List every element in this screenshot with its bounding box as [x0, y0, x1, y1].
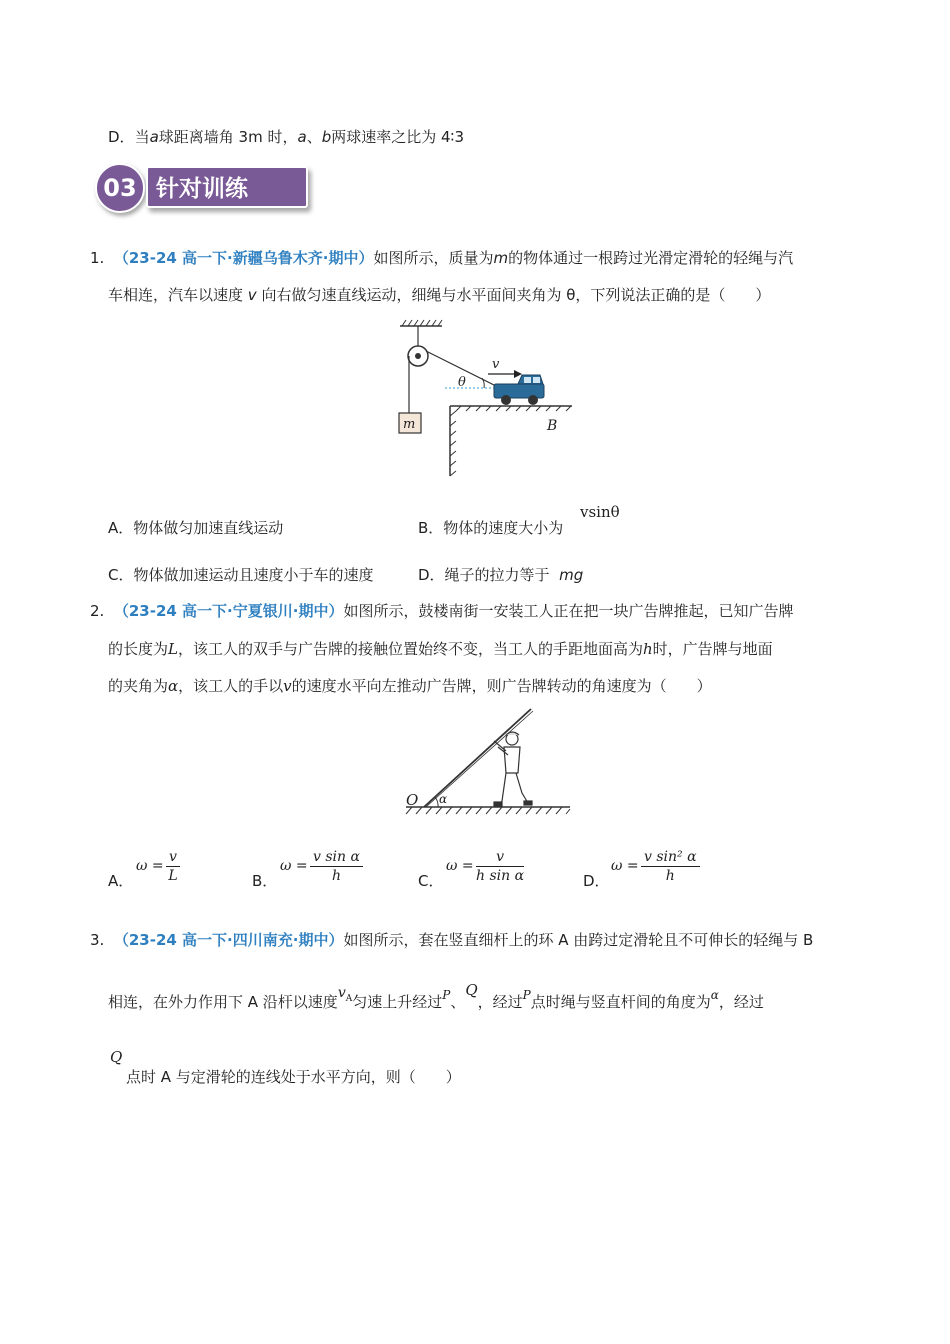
option-d-prev: D．当a球距离墙角 3m 时，a、b两球速率之比为 4∶3: [108, 128, 464, 146]
q1-option-c[interactable]: C．物体做加速运动且速度小于车的速度: [108, 566, 374, 584]
car-icon: [494, 375, 544, 405]
section-title: 针对训练: [146, 166, 308, 208]
q1-option-a[interactable]: A．物体做匀加速直线运动: [108, 519, 284, 537]
q1-option-d[interactable]: D．绳子的拉力等于 mg: [418, 566, 584, 584]
q1-source: （23-24 高一下·新疆乌鲁木齐·期中）: [113, 249, 374, 267]
q1-line2: 车相连，汽车以速度 v 向右做匀速直线运动，细绳与水平面间夹角为 θ，下列说法正确的是（ ）: [108, 286, 771, 304]
q1-option-b[interactable]: B．物体的速度大小为: [418, 519, 564, 537]
point-b-label: B: [547, 418, 558, 434]
section-number-badge: 03: [95, 163, 145, 213]
q3-line1: 3. （23-24 高一下·四川南充·期中）如图所示，套在竖直细杆上的环 A 由跨过定滑轮且不可伸长的轻绳与 B: [90, 931, 814, 949]
q3-line2: 相连，在外力作用下 A 沿杆以速度$v_A$匀速上升经过$^P$、Q，经过$^P$点时绳与竖直杆间的角度为$^\alpha$，经过: [108, 981, 764, 1011]
theta-label: θ: [458, 375, 466, 390]
q1-line1: 1. （23-24 高一下·新疆乌鲁木齐·期中）如图所示，质量为m的物体通过一根跨过光滑定滑轮的轻绳与汽: [90, 249, 794, 267]
q2-line3: 的夹角为α，该工人的手以v的速度水平向左推动广告牌，则广告牌转动的角速度为（ ）: [108, 677, 712, 695]
q2-source: （23-24 高一下·宁夏银川·期中）: [113, 602, 344, 620]
q3-line3: 点时 A 与定滑轮的连线处于水平方向，则（ ）: [126, 1068, 461, 1086]
q2-figure: [398, 705, 573, 820]
q3-source: （23-24 高一下·四川南充·期中）: [113, 931, 344, 949]
q2-line1: 2. （23-24 高一下·宁夏银川·期中）如图所示，鼓楼南街一安装工人正在把一块广告牌推起，已知广告牌: [90, 602, 794, 620]
worker-icon: [494, 732, 532, 806]
point-o-label: O: [406, 791, 419, 809]
mass-label: m: [403, 417, 416, 432]
q1-figure: [390, 318, 580, 480]
velocity-label: v: [492, 357, 500, 372]
q1-option-b-expr: vsinθ: [580, 503, 620, 521]
alpha-label: α: [439, 792, 448, 806]
q2-line2: 的长度为L，该工人的双手与广告牌的接触位置始终不变，当工人的手距地面高为h时，广告牌与地面: [108, 640, 773, 658]
q3-q-label: Q: [110, 1048, 123, 1066]
